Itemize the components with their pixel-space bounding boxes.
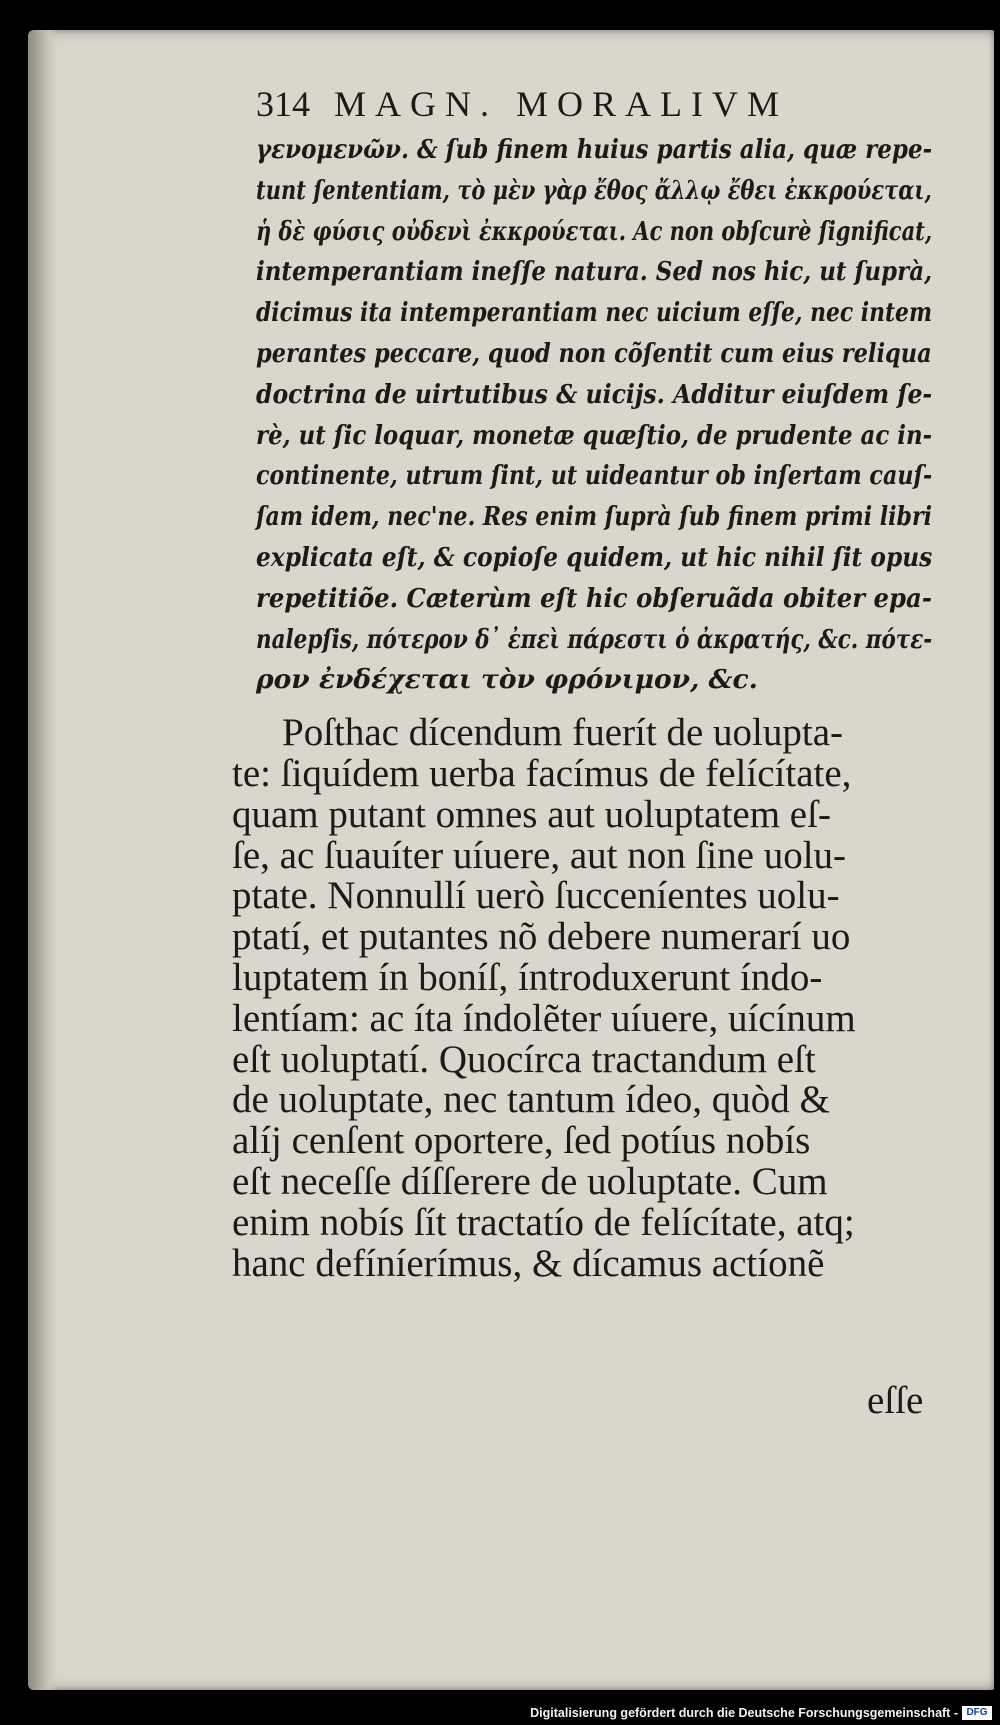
main-text-line: ptatí, et putantes nõ debere numerarí uo (232, 915, 851, 959)
page-gutter-shadow (28, 30, 58, 1690)
main-text-line: lentíam: ac íta índolẽter uíuere, uícínum (232, 996, 856, 1040)
commentary-line: ſam idem, nec'ne. Res enim ſuprà ſub finem primi libri (256, 501, 932, 533)
main-text-line: ptate. Nonnullí uerò ſucceníentes uolu- (232, 874, 840, 918)
main-text-line: eſt uoluptatí. Quocírca tractandum eſt (232, 1037, 816, 1081)
main-text-line: Poſthac dícendum fuerít de uolupta- (282, 711, 844, 755)
text-block (232, 78, 942, 1284)
running-head (256, 78, 942, 130)
main-text-line: te: ſiquídem uerba facímus de felícítate, (232, 751, 852, 795)
main-text-line: eſt neceſſe díſſerere de uoluptate. Cum (232, 1159, 828, 1203)
main-text-line: de uoluptate, nec tantum ídeo, quòd & (232, 1078, 830, 1122)
main-text-line: hanc defíníerímus, & dícamus actíonẽ (232, 1241, 825, 1285)
commentary-line: γενομενῶν. & ſub finem huius partis alia, quæ repe- (256, 134, 933, 165)
running-title: MAGN. MORALIVM (334, 84, 789, 124)
commentary-line: rè, ut ſic loquar, monetæ quæſtio, de prudente ac in- (256, 419, 933, 451)
commentary-line: nalepſis, πότερον δ᾽ ἐπεὶ πάρεστι ὁ ἀκρατής, &c. πότε- (256, 623, 933, 655)
main-text-line: enim nobís ſít tractatío de felícítate, atq; (232, 1200, 855, 1244)
main-text-block (232, 713, 942, 1284)
catchword: eſſe (867, 1379, 924, 1422)
dfg-logo: DFG (962, 1706, 992, 1720)
page-number: 314 (256, 84, 310, 124)
commentary-line: ρον ἐνδέχεται τὸν φρόνιμον, &c. (256, 664, 758, 696)
funding-credit: Digitalisierung gefördert durch die Deutsche Forschungsgemeinschaft - (530, 1706, 958, 1720)
commentary-line: ἡ δὲ φύσις οὐδενὶ ἐκκρούεται. Ac non obſcurè ſignificat, (256, 215, 933, 247)
commentary-line: repetitiõe. Cæterùm eſt hic obſeruãda obiter epa- (256, 582, 932, 614)
commentary-block (256, 130, 942, 701)
commentary-line: continente, utrum ſint, ut uideantur ob inſertam cauſ- (256, 460, 933, 492)
main-text-line: alíj cenſent oportere, ſed potíus nobís (232, 1119, 811, 1163)
commentary-line: dicimus ita intemperantiam nec uicium eſſe, nec intem (256, 297, 933, 329)
commentary-line: tunt ſententiam, τὸ μὲν γὰρ ἔθος ἄλλῳ ἔθει ἐκκρούεται, (256, 174, 932, 206)
commentary-line: doctrina de uirtutibus & uicijs. Additur eiuſdem ſe- (256, 378, 933, 410)
main-text-line: luptatem ín boníſ, íntroduxerunt índo- (232, 955, 823, 999)
commentary-line: perantes peccare, quod non cõſentit cum eius reliqua (256, 337, 932, 369)
main-text-line: quam putant omnes aut uoluptatem eſ- (232, 792, 831, 836)
commentary-line: intemperantiam ineſſe natura. Sed nos hic, ut ſuprà, (256, 256, 933, 288)
commentary-line: explicata eſt, & copioſe quidem, ut hic nihil ſit opus (256, 541, 933, 573)
main-text-line: ſe, ac ſuauíter uíuere, aut non ſine uolu- (232, 833, 847, 877)
